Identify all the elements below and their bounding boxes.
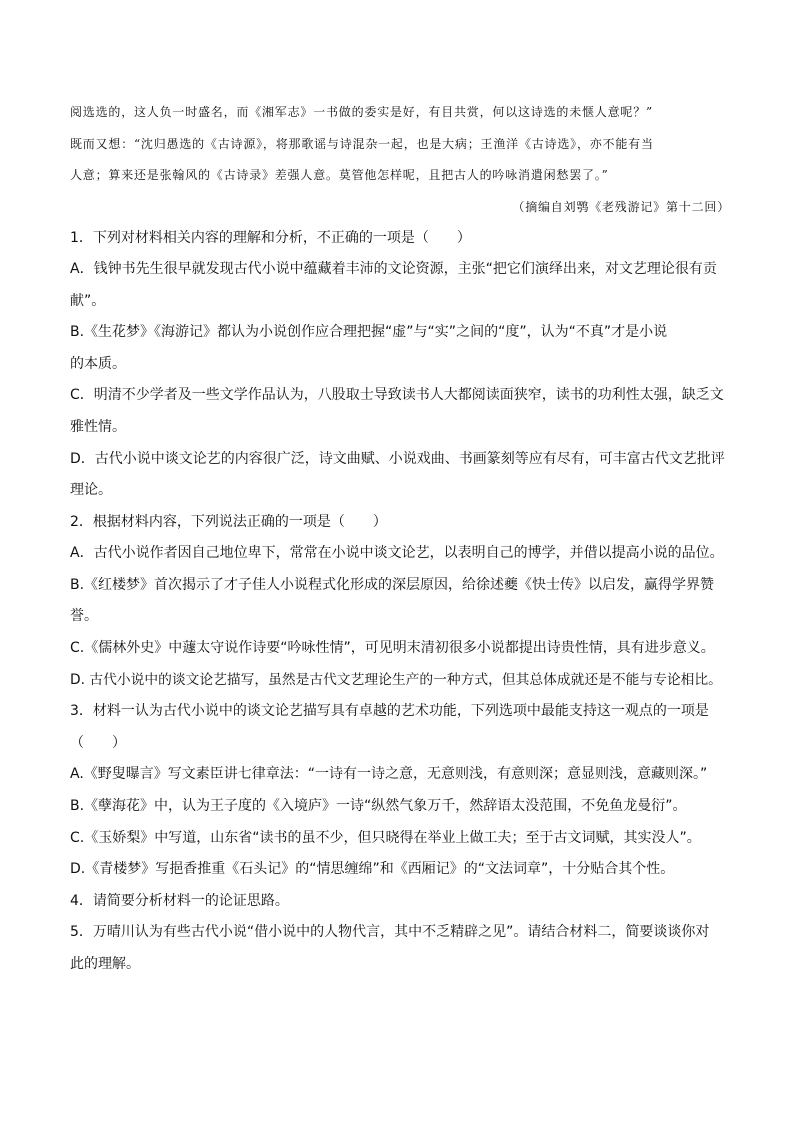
question-3-option-b: B.《孽海花》中，认为王子度的《入境庐》一诗“纵然气象万千，然辞语太没范围，不免鱼龙曼衍”。 <box>70 798 687 814</box>
question-3-stem-line-2: （ ） <box>70 735 126 751</box>
question-2-option-b-line-1: B.《红楼梦》首次揭示了才子佳人小说程式化形成的深层原因，给徐述夔《快士传》以启发，赢得学界赞 <box>70 577 715 593</box>
question-1-stem: 1．下列对材料相关内容的理解和分析，不正确的一项是（ ） <box>70 230 471 246</box>
question-3-stem-line-1: 3．材料一认为古代小说中的谈文论艺描写具有卓越的艺术功能，下列选项中最能支持这一观点的一项是 <box>70 703 709 719</box>
question-5-stem-line-1: 5．万晴川认为有些古代小说“借小说中的人物代言，其中不乏精辟之见”。请结合材料二，简要谈谈你对 <box>70 924 710 940</box>
question-5-stem-line-2: 此的理解。 <box>70 956 140 972</box>
question-4-stem: 4．请简要分析材料一的论证思路。 <box>70 893 289 909</box>
question-1-option-b-line-1: B.《生花梦》《海游记》都认为小说创作应合理把握“虚”与“实”之间的“度”，认为“不真”才是小说 <box>70 324 668 340</box>
question-3-option-a: A.《野叟曝言》写文素臣讲七律章法：“一诗有一诗之意，无意则浅，有意则深；意显则浅，意藏则深。” <box>70 766 708 782</box>
question-3-option-d: D.《青楼梦》写挹香推重《石头记》的“情思缠绵”和《西厢记》的“文法词章”，十分贴合其个性。 <box>70 861 675 877</box>
question-3-option-c: C.《玉娇梨》中写道，山东省“读书的虽不少，但只晓得在举业上做工夫；至于古文词赋，其实没人”。 <box>70 830 701 846</box>
question-1-option-d-line-2: 理论。 <box>70 482 112 498</box>
question-1-option-b-line-2: 的本质。 <box>70 356 126 372</box>
question-1-option-d-line-1: D．古代小说中谈文论艺的内容很广泛，诗文曲赋、小说戏曲、书画篆刻等应有尽有，可丰富古代文艺批评 <box>70 451 725 467</box>
question-2-stem: 2．根据材料内容，下列说法正确的一项是（ ） <box>70 514 387 530</box>
question-2-option-d: D. 古代小说中的谈文论艺描写，虽然是古代文艺理论生产的一种方式，但其总体成就还是不能与专论相比。 <box>70 672 722 688</box>
passage-line-3: 人意；算来还是张翰风的《古诗录》差强人意。莫管他怎样呢，且把古人的吟咏消遣闲愁罢了。” <box>70 168 609 182</box>
passage-line-2: 既而又想：“沈归愚选的《古诗源》，将那歌谣与诗混杂一起，也是大病；王渔洋《古诗选》，亦不能有当 <box>70 137 654 151</box>
question-1-option-c-line-2: 雅性情。 <box>70 419 126 435</box>
passage-line-1: 阅选选的，这人负一时盛名，而《湘军志》一书做的委实是好，有目共赏，何以这诗选的未惬人意呢？” <box>70 105 653 119</box>
question-1-option-a-line-2: 献”。 <box>70 293 106 309</box>
passage-source: （摘编自刘鹗《老残游记》第十二回） <box>512 200 730 214</box>
question-2-option-b-line-2: 誉。 <box>70 608 98 624</box>
question-1-option-c-line-1: C．明清不少学者及一些文学作品认为，八股取士导致读书人大都阅读面狭窄，读书的功利性太强，缺乏文 <box>70 387 724 403</box>
question-2-option-c: C.《儒林外史》中蘧太守说作诗要“吟咏性情”，可见明末清初很多小说都提出诗贵性情，具有进步意义。 <box>70 640 715 656</box>
question-2-option-a: A．古代小说作者因自己地位卑下，常常在小说中谈文论艺，以表明自己的博学，并借以提高小说的品位。 <box>70 545 724 561</box>
question-1-option-a-line-1: A．钱钟书先生很早就发现古代小说中蕴藏着丰沛的文论资源，主张“把它们演绎出来，对文艺理论很有贡 <box>70 261 717 277</box>
